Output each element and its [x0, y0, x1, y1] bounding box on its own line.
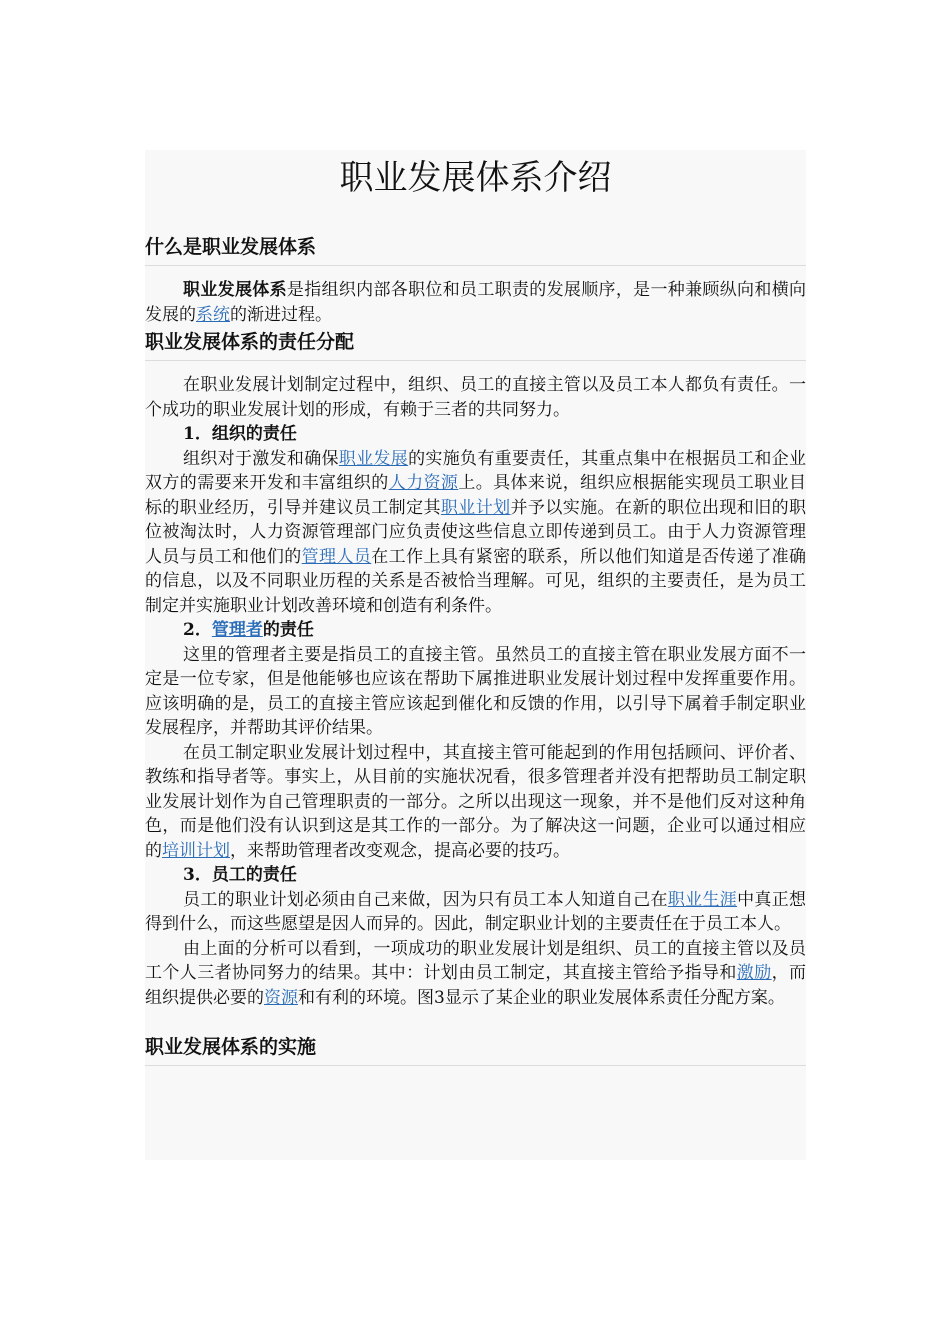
link-resources[interactable]: 资源 — [264, 987, 298, 1008]
emp2-text-1: 由上面的分析可以看到，一项成功的职业发展计划是组织、员工的直接主管以及员工个人三者协同努力的结果。其中：计划由员工制定，其直接主管给予指导和 — [145, 938, 806, 983]
responsibility-intro-paragraph: 在职业发展计划制定过程中，组织、员工的直接主管以及员工本人都负有责任。一个成功的职业发展计划的形成，有赖于三者的共同努力。 — [145, 375, 806, 420]
org-text-5: 在工作上具有紧密的联系，所以他们知道是否传递了准确的信息，以及不同职业历程的关系是否被恰当理解。可见，组织的主要责任，是为员工制定并实施职业计划改善环境和创造有利条件。 — [145, 546, 807, 616]
link-human-resources[interactable]: 人力资源 — [388, 473, 459, 493]
emp2-text-3: 和有利的环境。图3显示了某企业的职业发展体系责任分配方案。 — [298, 987, 785, 1008]
link-system[interactable]: 系统 — [196, 304, 230, 325]
link-career-development[interactable]: 职业发展 — [338, 448, 409, 469]
subheading-manager — [145, 618, 806, 643]
subheading-manager-number: 2． — [183, 620, 212, 640]
emp-text-1: 员工的职业计划必须由自己来做，因为只有员工本人知道自己在 — [183, 889, 668, 910]
emp2-text-2: ，而组织提供必要的 — [145, 963, 807, 1008]
link-career[interactable]: 职业生涯 — [667, 889, 738, 910]
subheading-organization: 1．组织的责任 — [183, 424, 297, 444]
section-heading-implementation: 职业发展体系的实施 — [145, 1032, 806, 1066]
organization-paragraph — [145, 447, 806, 619]
subheading-manager-suffix: 的责任 — [262, 620, 314, 640]
mgr-text-2: ，来帮助管理者改变观念，提高必要的技巧。 — [230, 840, 570, 861]
section-heading-responsibility: 职业发展体系的责任分配 — [145, 327, 806, 361]
link-manager[interactable]: 管理者 — [211, 620, 263, 640]
page-title: 职业发展体系介绍 — [339, 158, 612, 198]
employee-paragraph-1 — [145, 888, 806, 937]
link-career-plan[interactable]: 职业计划 — [440, 497, 511, 518]
org-text-2: 的实施负有重要责任，其重点集中在根据员工和企业双方的需要来开发和丰富组织的 — [145, 448, 807, 493]
section-heading-what-is: 什么是职业发展体系 — [145, 232, 806, 266]
link-incentive[interactable]: 激励 — [736, 963, 772, 983]
employee-paragraph-2 — [145, 937, 806, 1011]
emp-text-2: 中真正想得到什么，而这些愿望是因人而异的。因此，制定职业计划的主要责任在于员工本人。 — [145, 889, 807, 934]
definition-paragraph — [145, 278, 806, 327]
subheading-employee: 3．员工的责任 — [183, 865, 297, 885]
org-text-3: 上。具体来说，组织应根据能实现员工职业目标的职业经历，引导并建议员工制定其 — [145, 473, 807, 518]
definition-text-1: 是指组织内部各职位和员工职责的发展顺序，是一种兼顾纵向和横向发展的 — [145, 280, 807, 325]
definition-term: 职业发展体系 — [183, 280, 287, 300]
manager-paragraph-2 — [145, 741, 806, 864]
definition-text-2: 的渐进过程。 — [230, 304, 332, 325]
manager-paragraph-1: 这里的管理者主要是指员工的直接主管。虽然员工的直接主管在职业发展方面不一定是一位专家，但是他能够也应该在帮助下属推进职业发展计划过程中发挥重要作用。应该明确的是，员工的直接主管应该起到催化和反馈的作用，以引导下属着手制定职业发展程序，并帮助其评价结果。 — [145, 644, 806, 738]
link-training-plan[interactable]: 培训计划 — [162, 840, 230, 861]
mgr-text-1: 在员工制定职业发展计划过程中，其直接主管可能起到的作用包括顾问、评价者、教练和指导者等。事实上，从目前的实施状况看，很多管理者并没有把帮助员工制定职业发展计划作为自己管理职责的一部分。之所以出现这一现象，并不是他们反对这种角色，而是他们没有认识到这是其工作的一部分。为了解决这一问题，企业可以通过相应的 — [145, 742, 806, 861]
org-text-1: 组织对于激发和确保 — [183, 448, 339, 469]
document-body — [145, 150, 806, 1066]
org-text-4: 并予以实施。在新的职位出现和旧的职位被淘汰时，人力资源管理部门应负责使这些信息立即传递到员工。由于人力资源管理人员与员工和他们的 — [145, 497, 807, 567]
link-management-staff[interactable]: 管理人员 — [301, 546, 372, 567]
